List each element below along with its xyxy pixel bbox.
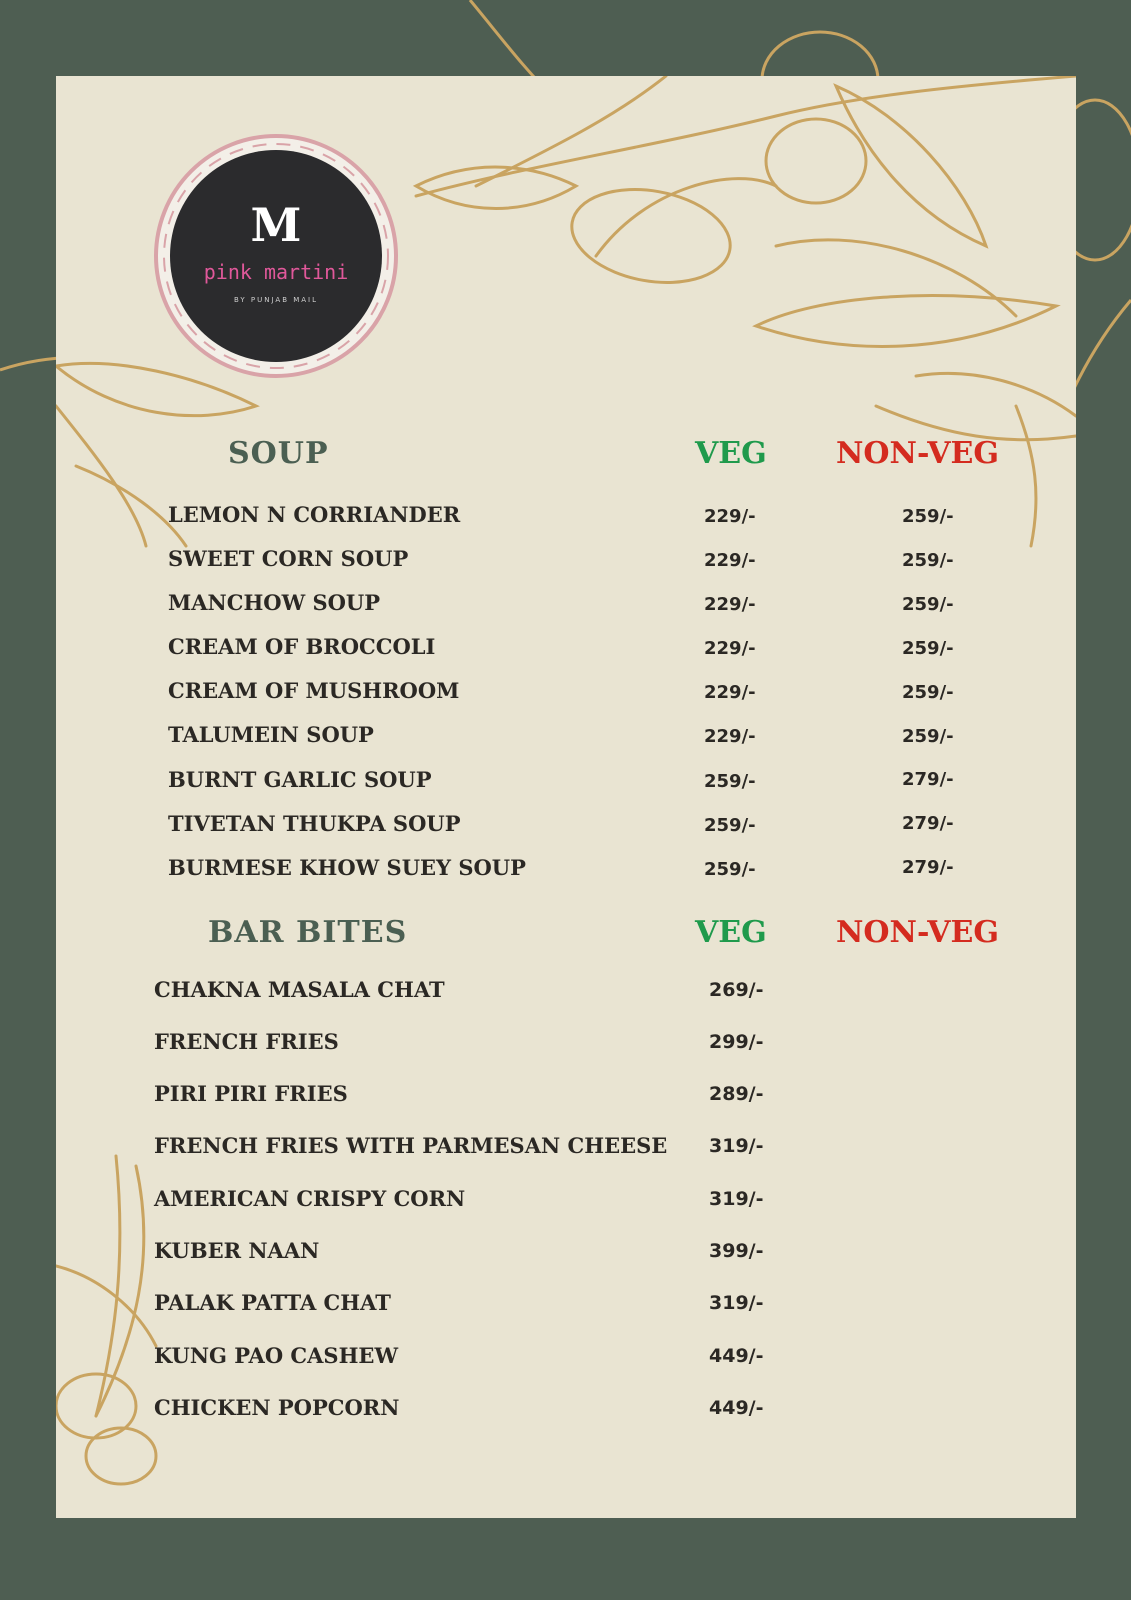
nonveg-price: 259/- [902, 726, 954, 747]
logo-mark: M [250, 198, 302, 252]
menu-item-name: BURNT GARLIC SOUP [168, 767, 432, 792]
nonveg-price: 259/- [902, 682, 954, 703]
veg-price: 449/- [709, 1345, 764, 1367]
soup-heading: SOUP [228, 436, 329, 471]
bar-bites-veg-header: VEG [695, 915, 767, 950]
nonveg-price: 259/- [902, 594, 954, 615]
bar-bites-nonveg-header: NON-VEG [836, 915, 1000, 950]
nonveg-price: 279/- [902, 769, 954, 790]
veg-price: 259/- [704, 815, 756, 836]
veg-price: 259/- [704, 859, 756, 880]
menu-item-name: LEMON N CORRIANDER [168, 502, 461, 527]
menu-item-name: AMERICAN CRISPY CORN [154, 1186, 466, 1211]
veg-price: 259/- [704, 771, 756, 792]
menu-item-name: CHICKEN POPCORN [154, 1395, 400, 1420]
veg-price: 449/- [709, 1397, 764, 1419]
nonveg-price: 279/- [902, 857, 954, 878]
menu-item-name: PIRI PIRI FRIES [154, 1081, 348, 1106]
restaurant-logo [152, 132, 400, 380]
menu-item-name: FRENCH FRIES [154, 1029, 339, 1054]
logo-badge [170, 150, 382, 362]
menu-item-name: TALUMEIN SOUP [168, 722, 374, 747]
nonveg-price: 259/- [902, 638, 954, 659]
bar-bites-heading: BAR BITES [208, 915, 408, 950]
menu-item-name: PALAK PATTA CHAT [154, 1290, 391, 1315]
veg-price: 269/- [709, 979, 764, 1001]
menu-item-name: KUNG PAO CASHEW [154, 1343, 399, 1368]
menu-item-name: CHAKNA MASALA CHAT [154, 977, 445, 1002]
menu-item-name: CREAM OF MUSHROOM [168, 678, 460, 703]
veg-price: 229/- [704, 726, 756, 747]
menu-item-name: CREAM OF BROCCOLI [168, 634, 436, 659]
veg-price: 289/- [709, 1083, 764, 1105]
veg-price: 229/- [704, 550, 756, 571]
veg-price: 319/- [709, 1292, 764, 1314]
menu-item-name: SWEET CORN SOUP [168, 546, 409, 571]
logo-name: pink martini [203, 260, 349, 284]
menu-item-name: KUBER NAAN [154, 1238, 320, 1263]
veg-price: 319/- [709, 1135, 764, 1157]
veg-price: 229/- [704, 682, 756, 703]
nonveg-price: 259/- [902, 506, 954, 527]
veg-price: 319/- [709, 1188, 764, 1210]
menu-item-name: TIVETAN THUKPA SOUP [168, 811, 461, 836]
soup-nonveg-header: NON-VEG [836, 436, 1000, 471]
veg-price: 229/- [704, 594, 756, 615]
menu-item-name: BURMESE KHOW SUEY SOUP [168, 855, 526, 880]
logo-tagline: BY PUNJAB MAIL [233, 296, 319, 304]
menu-item-name: MANCHOW SOUP [168, 590, 381, 615]
veg-price: 229/- [704, 506, 756, 527]
nonveg-price: 279/- [902, 813, 954, 834]
veg-price: 399/- [709, 1240, 764, 1262]
nonveg-price: 259/- [902, 550, 954, 571]
veg-price: 299/- [709, 1031, 764, 1053]
menu-item-name: FRENCH FRIES WITH PARMESAN CHEESE [154, 1133, 668, 1158]
soup-veg-header: VEG [695, 436, 767, 471]
veg-price: 229/- [704, 638, 756, 659]
